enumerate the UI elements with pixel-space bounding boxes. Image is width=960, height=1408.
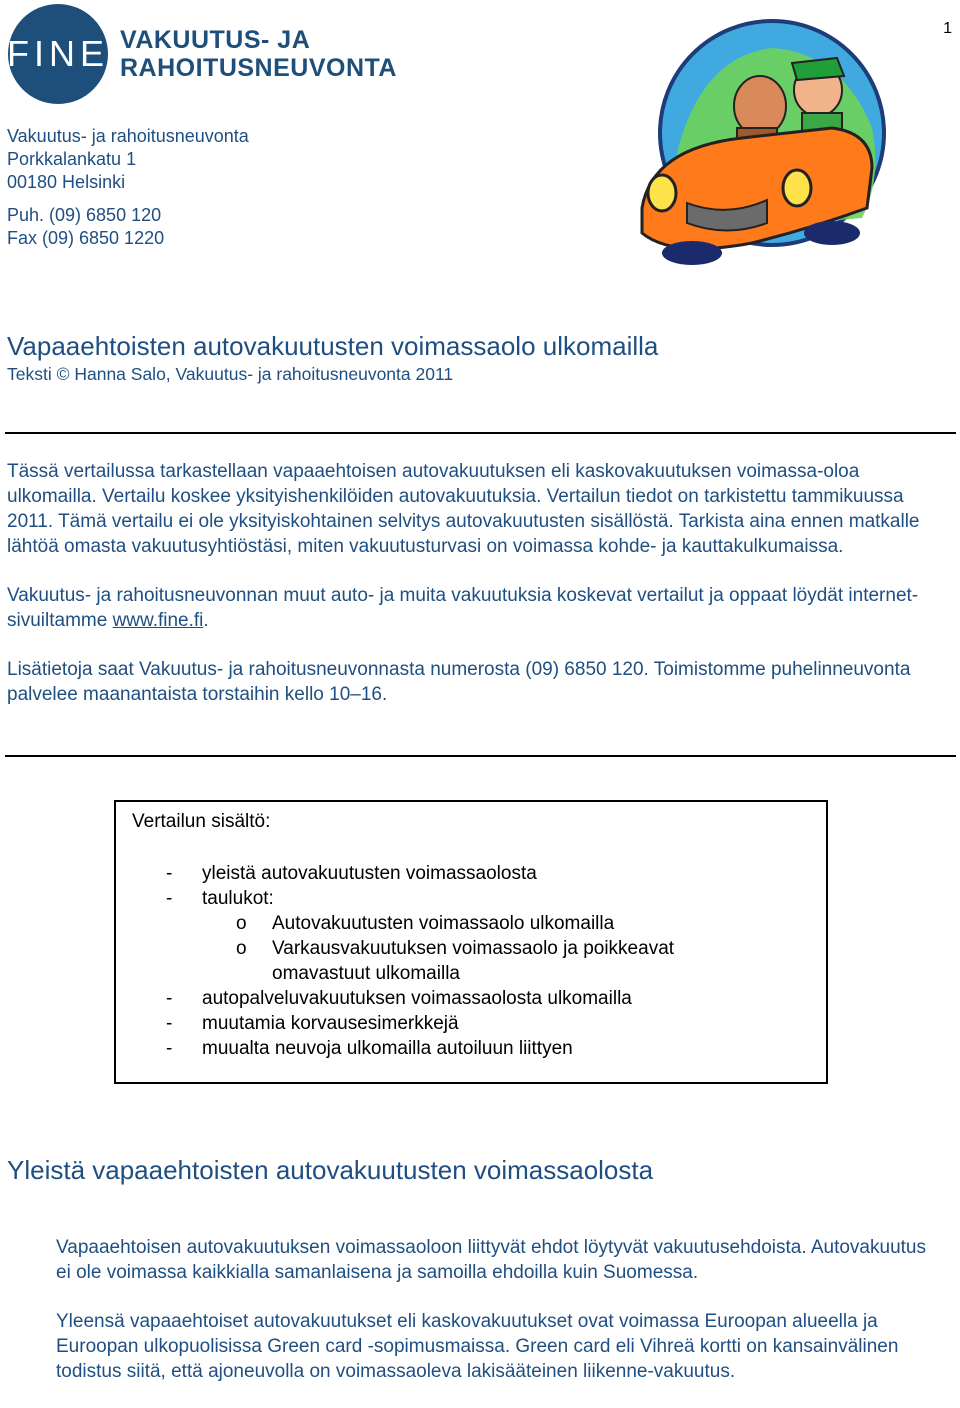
contents-item: - yleistä autovakuutusten voimassaolosta: [166, 863, 537, 884]
intro-text: [7, 459, 952, 731]
contact-street: Porkkalankatu 1: [7, 149, 137, 169]
page-number: 1: [943, 20, 952, 37]
intro-paragraph-1: Tässä vertailussa tarkastellaan vapaaehtoisen autovakuutuksen eli kaskovakuutuksen voimassa-oloa ulkomailla. Vertailu koskee yksityishenkilöiden autovakuutuksia. Vertailun tiedot on tarkistettu tammikuussa 2011. Tämä vertailu ei ole yksityiskohtainen selvitys autovakuutusten sisällöstä. Tarkista aina ennen matkalle lähtöä omasta vakuutusyhtiöstäsi, miten vakuutusturvasi on voimassa kohde- ja kauttakulkumaissa.: [7, 461, 920, 557]
fine-website-link[interactable]: www.fine.fi: [112, 610, 204, 631]
section-paragraph-1: Vapaaehtoisen autovakuutuksen voimassaoloon liittyvät ehdot löytyvät vakuutusehdoista. Autovakuutus ei ole voimassa kaikkialla samanlaisena ja samoilla ehdoilla kuin Suomessa.: [56, 1237, 926, 1283]
logo-wordmark-line2: RAHOITUSNEUVONTA: [120, 54, 397, 82]
logo-wordmark: [120, 26, 397, 82]
section-paragraph-2: Yleensä vapaaehtoiset autovakuutukset eli kaskovakuutukset ovat voimassa Euroopan alueella ja Euroopan ulkopuolisissa Green card -sopimusmaissa. Green card eli Vihreä kortti on kansainvälinen todistus siitä, että ajoneuvolla on voimassaoleva lakisääteinen liikenne-vakuutus.: [56, 1311, 899, 1382]
contents-title: Vertailun sisältö:: [132, 811, 271, 832]
document-title: Vapaaehtoisten autovakuutusten voimassaolo ulkomailla: [7, 331, 659, 361]
contents-item: - muualta neuvoja ulkomailla autoiluun liittyen: [166, 1038, 573, 1059]
intro-p2-end: .: [203, 610, 209, 631]
contact-organization: Vakuutus- ja rahoitusneuvonta: [7, 126, 249, 146]
contact-phone: Puh. (09) 6850 120: [7, 205, 162, 225]
contents-subitem: o Varkausvakuutuksen voimassaolo ja poikkeavat omavastuut ulkomailla: [236, 938, 675, 984]
divider-bottom: [5, 755, 956, 757]
contents-subitem: o Autovakuutusten voimassaolo ulkomailla: [236, 913, 615, 934]
intro-paragraph-3: Lisätietoja saat Vakuutus- ja rahoitusneuvonnasta numerosta (09) 6850 120. Toimistomme puhelinneuvonta palvelee maanantaista torstaihin kello 10–16.: [7, 659, 911, 705]
contact-block: [7, 125, 249, 250]
intro-p2-text: Vakuutus- ja rahoitusneuvonnan muut auto- ja muita vakuutuksia koskevat vertailut ja oppaat löydät internet-sivuiltamme: [7, 585, 919, 631]
contents-box: [114, 800, 828, 1084]
car-cartoon-illustration: [632, 18, 892, 268]
contents-item: - taulukot:: [166, 888, 274, 909]
section-heading: Yleistä vapaaehtoisten autovakuutusten voimassaolosta: [7, 1155, 654, 1185]
document-subtitle: Teksti © Hanna Salo, Vakuutus- ja rahoitusneuvonta 2011: [7, 364, 454, 384]
contents-item: - autopalveluvakuutuksen voimassaolosta ulkomailla: [166, 988, 632, 1009]
divider-top: [5, 432, 956, 434]
logo-emblem-text: FINE: [6, 33, 110, 74]
intro-paragraph-2: [7, 583, 952, 633]
logo-wordmark-line1: VAKUUTUS- JA: [120, 26, 311, 54]
contact-postal: 00180 Helsinki: [7, 172, 126, 192]
contents-list: [166, 861, 742, 1061]
contents-item: - muutamia korvausesimerkkejä: [166, 1013, 459, 1034]
contact-fax: Fax (09) 6850 1220: [7, 228, 165, 248]
section-body: [56, 1235, 946, 1408]
